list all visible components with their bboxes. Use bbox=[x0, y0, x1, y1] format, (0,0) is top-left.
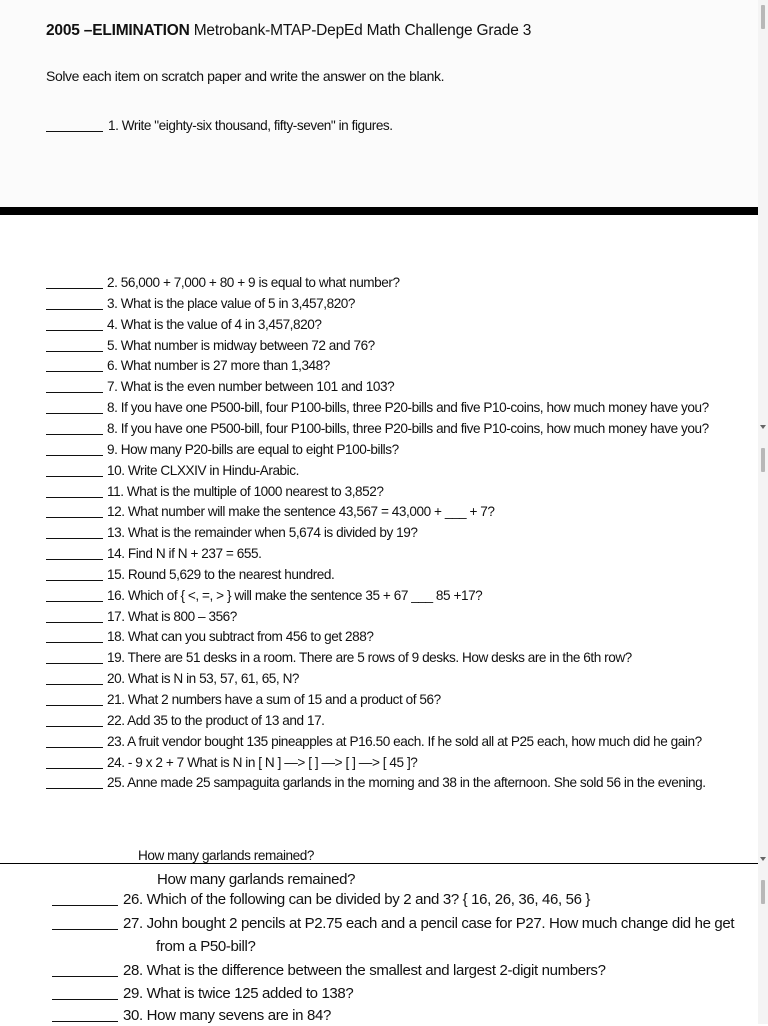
title-bold: 2005 –ELIMINATION bbox=[46, 22, 190, 39]
answer-blank bbox=[46, 726, 103, 727]
scroll-down-arrow-icon[interactable] bbox=[760, 857, 766, 861]
answer-blank bbox=[46, 330, 103, 331]
scroll-down-arrow-icon[interactable] bbox=[760, 425, 766, 429]
question-text: 6. What number is 27 more than 1,348? bbox=[107, 358, 330, 374]
answer-blank bbox=[46, 371, 103, 372]
answer-blank bbox=[46, 580, 103, 581]
page-separator bbox=[0, 207, 758, 215]
scrollbar[interactable] bbox=[758, 0, 768, 1024]
question-text: How many garlands remained? bbox=[157, 871, 356, 888]
question-text: 18. What can you subtract from 456 to get 288? bbox=[107, 629, 374, 645]
question-text: 13. What is the remainder when 5,674 is divided by 19? bbox=[107, 525, 418, 541]
question-text: 8. If you have one P500-bill, four P100-bills, three P20-bills and five P10-coins, how much money have you? bbox=[107, 420, 709, 436]
question-text: 21. What 2 numbers have a sum of 15 and a product of 56? bbox=[107, 692, 441, 707]
answer-blank bbox=[46, 517, 103, 518]
scroll-thumb-middle[interactable] bbox=[761, 448, 765, 472]
question-text: 17. What is 800 – 356? bbox=[107, 608, 237, 624]
question-text: 11. What is the multiple of 1000 nearest to 3,852? bbox=[107, 483, 384, 499]
question-text: 9. How many P20-bills are equal to eight P100-bills? bbox=[107, 441, 399, 457]
document-title bbox=[46, 22, 531, 40]
answer-blank bbox=[46, 351, 103, 352]
question-text: 4. What is the value of 4 in 3,457,820? bbox=[107, 316, 322, 332]
page-break-line bbox=[0, 863, 758, 864]
answer-blank bbox=[46, 413, 103, 414]
question-text: 10. Write CLXXIV in Hindu-Arabic. bbox=[107, 462, 299, 478]
title-rest: Metrobank-MTAP-DepEd Math Challenge Grade 3 bbox=[189, 22, 532, 39]
question-text: 30. How many sevens are in 84? bbox=[123, 1007, 331, 1024]
question-text: How many garlands remained? bbox=[138, 848, 314, 863]
question-text: 14. Find N if N + 237 = 655. bbox=[107, 546, 262, 562]
answer-blank bbox=[46, 663, 103, 664]
answer-blank bbox=[46, 131, 103, 132]
question-text: 29. What is twice 125 added to 138? bbox=[123, 985, 354, 1002]
answer-blank bbox=[46, 768, 103, 769]
answer-blank bbox=[46, 684, 103, 685]
question-text: 5. What number is midway between 72 and 76? bbox=[107, 337, 375, 353]
question-text: 12. What number will make the sentence 43,567 = 43,000 + ___ + 7? bbox=[107, 504, 495, 520]
answer-blank bbox=[46, 622, 103, 623]
answer-blank bbox=[52, 905, 118, 906]
question-text: 1. Write "eighty-six thousand, fifty-seven" in figures. bbox=[108, 118, 393, 133]
question-text: 20. What is N in 53, 57, 61, 65, N? bbox=[107, 671, 300, 687]
answer-blank bbox=[52, 976, 118, 977]
question-text: 25. Anne made 25 sampaguita garlands in the morning and 38 in the afternoon. She sold 56 in the evening. bbox=[107, 775, 706, 791]
scroll-thumb-bottom[interactable] bbox=[761, 880, 765, 904]
question-text: 27. John bought 2 pencils at P2.75 each and a pencil case for P27. How much change did he get bbox=[123, 915, 735, 932]
answer-blank bbox=[52, 999, 118, 1000]
answer-blank bbox=[46, 476, 103, 477]
question-text: 24. - 9 x 2 + 7 What is N in [ N ] —> [ ] —> [ ] —> [ 45 ]? bbox=[107, 754, 418, 770]
page-1 bbox=[0, 0, 758, 207]
question-text: 19. There are 51 desks in a room. There are 5 rows of 9 desks. How desks are in the 6th row? bbox=[107, 650, 632, 666]
answer-blank bbox=[46, 788, 103, 789]
question-text: 2. 56,000 + 7,000 + 80 + 9 is equal to what number? bbox=[107, 275, 400, 290]
answer-blank bbox=[46, 455, 103, 456]
question-text: 26. Which of the following can be divided by 2 and 3? { 16, 26, 36, 46, 56 } bbox=[123, 891, 591, 908]
answer-blank bbox=[46, 392, 103, 393]
question-text: 7. What is the even number between 101 and 103? bbox=[107, 379, 395, 395]
question-text: 8. If you have one P500-bill, four P100-bills, three P20-bills and five P10-coins, how much money have you? bbox=[107, 400, 709, 416]
question-text: from a P50-bill? bbox=[156, 938, 256, 955]
answer-blank bbox=[46, 434, 103, 435]
answer-blank bbox=[46, 642, 103, 643]
question-text: 22. Add 35 to the product of 13 and 17. bbox=[107, 712, 325, 728]
scroll-thumb-top[interactable] bbox=[761, 5, 765, 29]
answer-blank bbox=[46, 747, 103, 748]
question-text: 23. A fruit vendor bought 135 pineapples at P16.50 each. If he sold all at P25 each, how much did he gain? bbox=[107, 733, 702, 749]
answer-blank bbox=[46, 538, 103, 539]
question-text: 3. What is the place value of 5 in 3,457,820? bbox=[107, 295, 356, 311]
question-text: 15. Round 5,629 to the nearest hundred. bbox=[107, 566, 335, 582]
answer-blank bbox=[46, 497, 103, 498]
question-text: 16. Which of { <, =, > } will make the sentence 35 + 67 ___ 85 +17? bbox=[107, 587, 483, 603]
question-text: 28. What is the difference between the smallest and largest 2-digit numbers? bbox=[123, 962, 606, 979]
answer-blank bbox=[46, 309, 103, 310]
answer-blank bbox=[46, 705, 103, 706]
answer-blank bbox=[46, 559, 103, 560]
answer-blank bbox=[46, 288, 103, 289]
answer-blank bbox=[52, 1021, 118, 1022]
instructions: Solve each item on scratch paper and write the answer on the blank. bbox=[46, 68, 445, 84]
answer-blank bbox=[46, 601, 103, 602]
answer-blank bbox=[52, 929, 118, 930]
